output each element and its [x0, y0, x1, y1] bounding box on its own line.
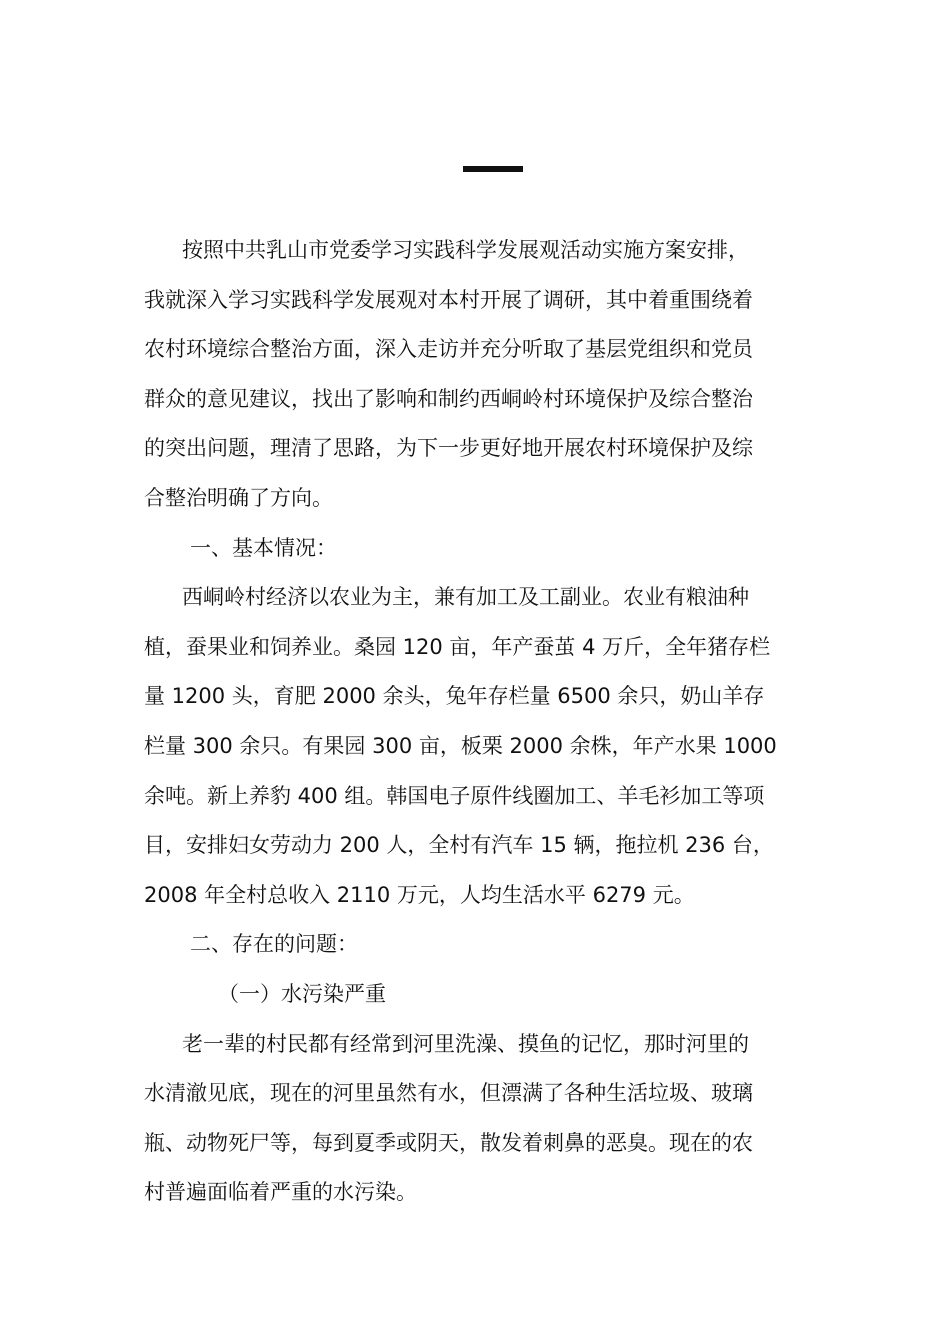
para-intro-line-3: 农村环境综合整治方面，深入走访并充分听取了基层党组织和党员 [144, 337, 753, 362]
para-intro-line-4: 群众的意见建议，找出了影响和制约西峒岭村环境保护及综合整治 [144, 386, 753, 411]
para-basic-line-4: 栏量 300 余只。有果园 300 亩，板栗 2000 余株，年产水果 1000 [144, 733, 777, 758]
subsection-heading-water: （一）水污染严重 [218, 981, 386, 1006]
para-water-line-2: 水清澈见底，现在的河里虽然有水，但漂满了各种生活垃圾、玻璃 [144, 1081, 753, 1106]
para-basic-line-1: 西峒岭村经济以农业为主，兼有加工及工副业。农业有粮油种 [182, 585, 749, 610]
para-water-line-3: 瓶、动物死尸等，每到夏季或阴天，散发着刺鼻的恶臭。现在的农 [144, 1130, 753, 1155]
para-intro-line-6: 合整治明确了方向。 [144, 485, 333, 510]
para-basic-line-3: 量 1200 头，育肥 2000 余头，兔年存栏量 6500 余只，奶山羊存 [144, 684, 765, 709]
document-body [144, 226, 806, 1218]
section-heading-basic: 一、基本情况： [190, 535, 337, 560]
para-water-line-1: 老一辈的村民都有经常到河里洗澡、摸鱼的记忆，那时河里的 [182, 1031, 749, 1056]
para-water-line-4: 村普遍面临着严重的水污染。 [144, 1180, 417, 1205]
para-basic-line-6: 目，安排妇女劳动力 200 人，全村有汽车 15 辆，拖拉机 236 台， [144, 833, 774, 858]
para-basic-line-7: 2008 年全村总收入 2110 万元，人均生活水平 6279 元。 [144, 882, 695, 907]
para-intro-line-1: 按照中共乳山市党委学习实践科学发展观活动实施方案安排， [182, 238, 749, 262]
title-rule [463, 166, 523, 172]
section-heading-problems: 二、存在的问题： [190, 932, 358, 957]
para-basic-line-5: 余吨。新上养豹 400 组。韩国电子原件线圈加工、羊毛衫加工等项 [144, 783, 765, 808]
para-intro-line-5: 的突出问题，理清了思路，为下一步更好地开展农村环境保护及综 [144, 436, 753, 461]
para-basic-line-2: 植，蚕果业和饲养业。桑园 120 亩，年产蚕茧 4 万斤，全年猪存栏 [144, 634, 771, 659]
para-intro-line-2: 我就深入学习实践科学发展观对本村开展了调研，其中着重围绕着 [144, 287, 753, 312]
